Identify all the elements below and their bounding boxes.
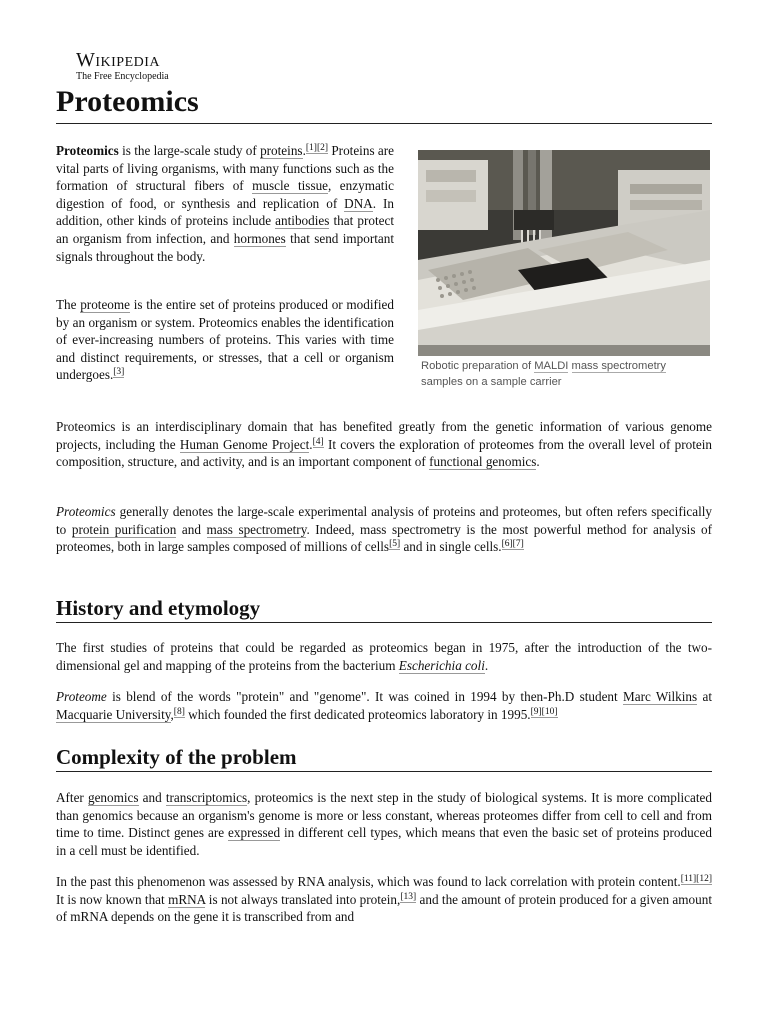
link-functional-genomics[interactable]: functional genomics (429, 454, 537, 470)
link-proteome[interactable]: proteome (80, 297, 131, 312)
link-macquarie-university[interactable]: Macquarie University (56, 706, 171, 722)
ref-5[interactable]: [5] (389, 539, 401, 550)
ref-3[interactable]: [3] (113, 367, 125, 378)
wikipedia-logo[interactable] (76, 50, 216, 83)
link-transcriptomics[interactable]: transcriptomics (165, 790, 248, 805)
infobox-figure (418, 150, 710, 390)
link-human-genome-project[interactable]: Human Genome Project (179, 436, 310, 452)
ref-1[interactable]: [1] (305, 143, 317, 153)
lead-paragraph-1: Proteomics is the large-scale study of proteins.[1][2] Proteins are vital parts of living organisms, with many functions such as the formation of structural fibers of muscle tissue, enzymatic digestion of food, or synthesis and replication of DNA. In addition, other kinds of proteins include antibodies that protect an organism from infection, and hormones that send important signals throughout the body. (56, 143, 395, 264)
link-dna[interactable]: DNA (344, 195, 373, 211)
ref-4[interactable]: [4] (312, 436, 324, 447)
link-antibodies[interactable]: antibodies (275, 213, 330, 229)
link-maldi[interactable]: MALDI (534, 360, 569, 372)
ref-2[interactable]: [2] (316, 143, 329, 153)
page-title: Proteomics (56, 82, 712, 124)
maldi-robot-image[interactable] (418, 150, 710, 356)
link-mrna[interactable]: mRNA (168, 891, 206, 907)
paragraph-8: In the past this phenomenon was assessed by RNA analysis, which was found to lack correlation with protein content.[11][12] It is now known that mRNA is not always translated into protein,[13] and the amount of protein produced for a given amount of mRNA depends on the gene it is transcribed from and (56, 874, 712, 925)
lead-paragraph-2: The proteome is the entire set of proteins produced or modified by an organism or system. Proteomics enables the identification of ever-increasing numbers of proteins. This varies with time and distinct requirements, or stresses, that a cell or organism undergoes.[3] (56, 297, 394, 383)
link-muscle-tissue[interactable]: muscle tissue (252, 178, 329, 194)
paragraph-7: After genomics and transcriptomics, proteomics is the next step in the study of biological systems. It is more complicated than genomics because an organism's genome is more or less constant, whereas proteomes differ from cell to cell and from time to time. Distinct genes are expressed in different cell types, which means that even the basic set of proteins produced in a cell must be identified. (56, 790, 713, 858)
ref-10[interactable]: [10] (541, 706, 558, 717)
ref-8[interactable]: [8] (173, 706, 185, 717)
link-proteins[interactable]: proteins (260, 143, 303, 158)
heading-history: History and etymology (56, 594, 712, 623)
figure-caption: Robotic preparation of MALDI mass spectrometry samples on a sample carrier (421, 360, 666, 388)
link-marc-wilkins[interactable]: Marc Wilkins (623, 689, 698, 704)
heading-complexity: Complexity of the problem (56, 743, 712, 772)
link-mass-spectrometry-caption[interactable]: mass spectrometry (571, 360, 666, 372)
ref-6[interactable]: [6] (501, 539, 513, 550)
paragraph-5: The first studies of proteins that could be regarded as proteomics began in 1975, after the introduction of the two-dimensional gel and mapping of the proteins from the bacterium Escherichia coli. (56, 640, 712, 673)
link-protein-purification[interactable]: protein purification (71, 521, 177, 537)
link-mass-spectrometry[interactable]: mass spectrometry (206, 521, 307, 537)
ref-12[interactable]: [12] (696, 874, 712, 884)
paragraph-4: Proteomics generally denotes the large-scale experimental analysis of proteins and proteomes, but often refers specifically to protein purification and mass spectrometry. Indeed, mass spectrometry is the most powerful method for analysis of proteomes, both in large samples composed of millions of cells[5] and in single cells.[6][7] (56, 504, 713, 555)
ref-11[interactable]: [11] (680, 874, 697, 884)
paragraph-3: Proteomics is an interdisciplinary domain that has benefited greatly from the genetic information of various genome projects, including the Human Genome Project.[4] It covers the exploration of proteomes from the overall level of protein composition, structure, and activity, and is an important component of functional genomics. (56, 419, 713, 470)
ref-13[interactable]: [13] (400, 891, 417, 902)
paragraph-6: Proteome is blend of the words "protein" and "genome". It was coined in 1994 by then-Ph.D student Marc Wilkins at Macquarie University,[8] which founded the first dedicated proteomics laboratory in 1995.[9][10] (56, 689, 712, 722)
ref-9[interactable]: [9] (530, 706, 542, 717)
logo-tagline: The Free Encyclopedia (76, 71, 169, 82)
link-escherichia-coli[interactable]: Escherichia coli (398, 657, 485, 673)
link-expressed[interactable]: expressed (228, 825, 281, 841)
logo-wordmark: Wikipedia (76, 49, 161, 71)
link-genomics[interactable]: genomics (87, 790, 139, 805)
link-hormones[interactable]: hormones (233, 230, 286, 246)
ref-7[interactable]: [7] (512, 539, 524, 550)
